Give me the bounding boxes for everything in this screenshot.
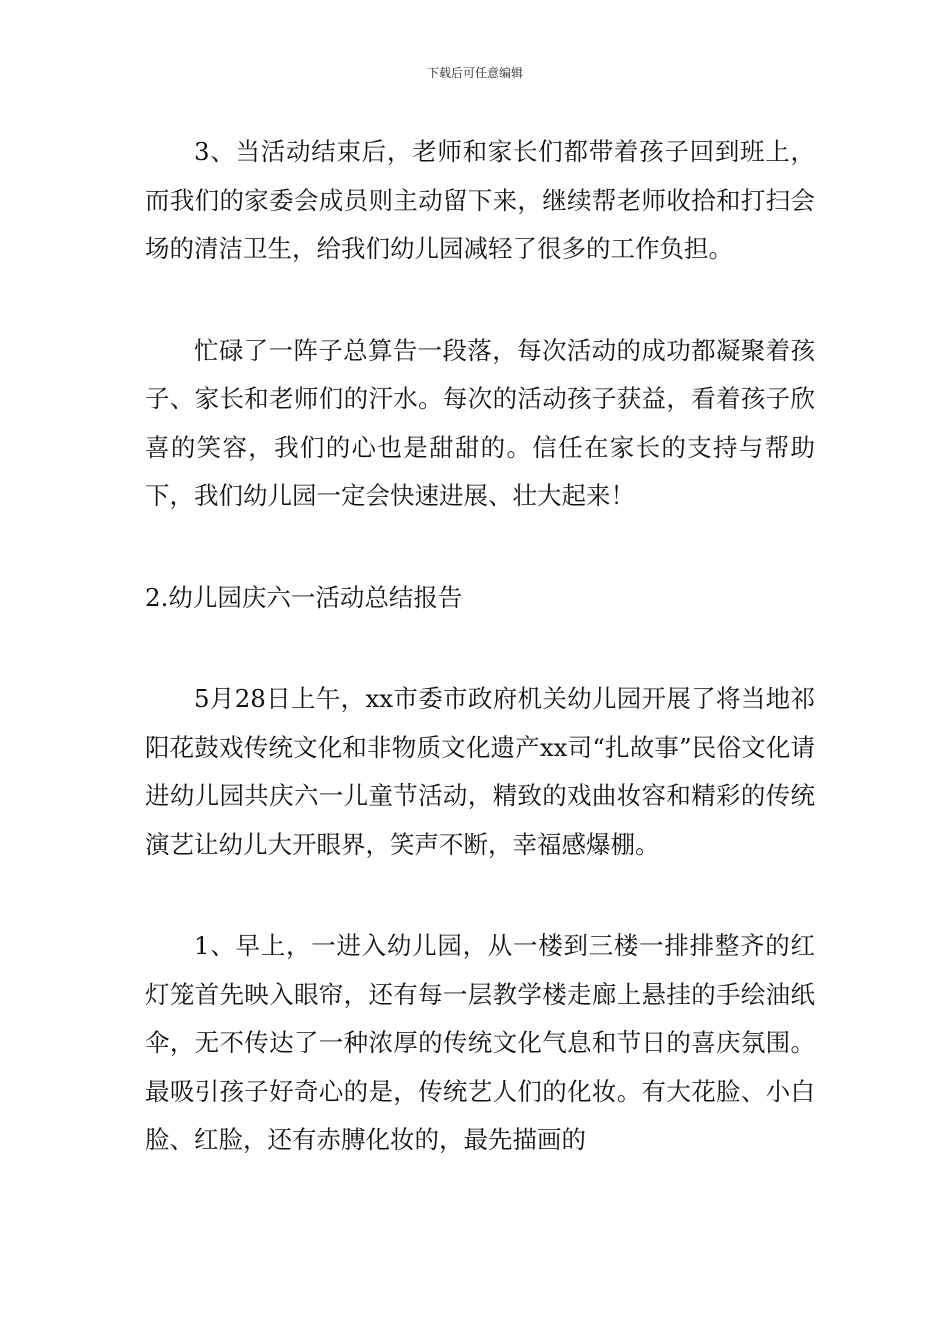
page-header-note: 下载后可任意编辑 <box>426 66 523 80</box>
document-body <box>145 128 815 1165</box>
paragraph-morning: 1、早上，一进入幼儿园，从一楼到三楼一排排整齐的红灯笼首先映入眼帘，还有每一层教学楼走廊上悬挂的手绘油纸伞，无不传达了一种浓厚的传统文化气息和节日的喜庆氛围。最吸引孩子好奇心的是，传统艺人们的化妆。有大花脸、小白脸、红脸，还有赤膊化妆的，最先描画的 <box>145 931 815 1154</box>
paragraph-event-intro: 5月28日上午，xx市委市政府机关幼儿园开展了将当地祁阳花鼓戏传统文化和非物质文化遗产xx司“扎故事”民俗文化请进幼儿园共庆六一儿童节活动，精致的戏曲妆容和精彩的传统演艺让幼儿大开眼界，笑声不断，幸福感爆棚。 <box>145 684 815 859</box>
section-heading: 2.幼儿园庆六一活动总结报告 <box>145 582 463 612</box>
paragraph-activity-end: 3、当活动结束后，老师和家长们都带着孩子回到班上，而我们的家委会成员则主动留下来，继续帮老师收拾和打扫会场的清洁卫生，给我们幼儿园减轻了很多的工作负担。 <box>145 137 815 263</box>
paragraph-conclusion: 忙碌了一阵子总算告一段落，每次活动的成功都凝聚着孩子、家长和老师们的汗水。每次的活动孩子获益，看着孩子欣喜的笑容，我们的心也是甜甜的。信任在家长的支持与帮助下，我们幼儿园一定会快速进展、壮大起来！ <box>145 335 815 510</box>
